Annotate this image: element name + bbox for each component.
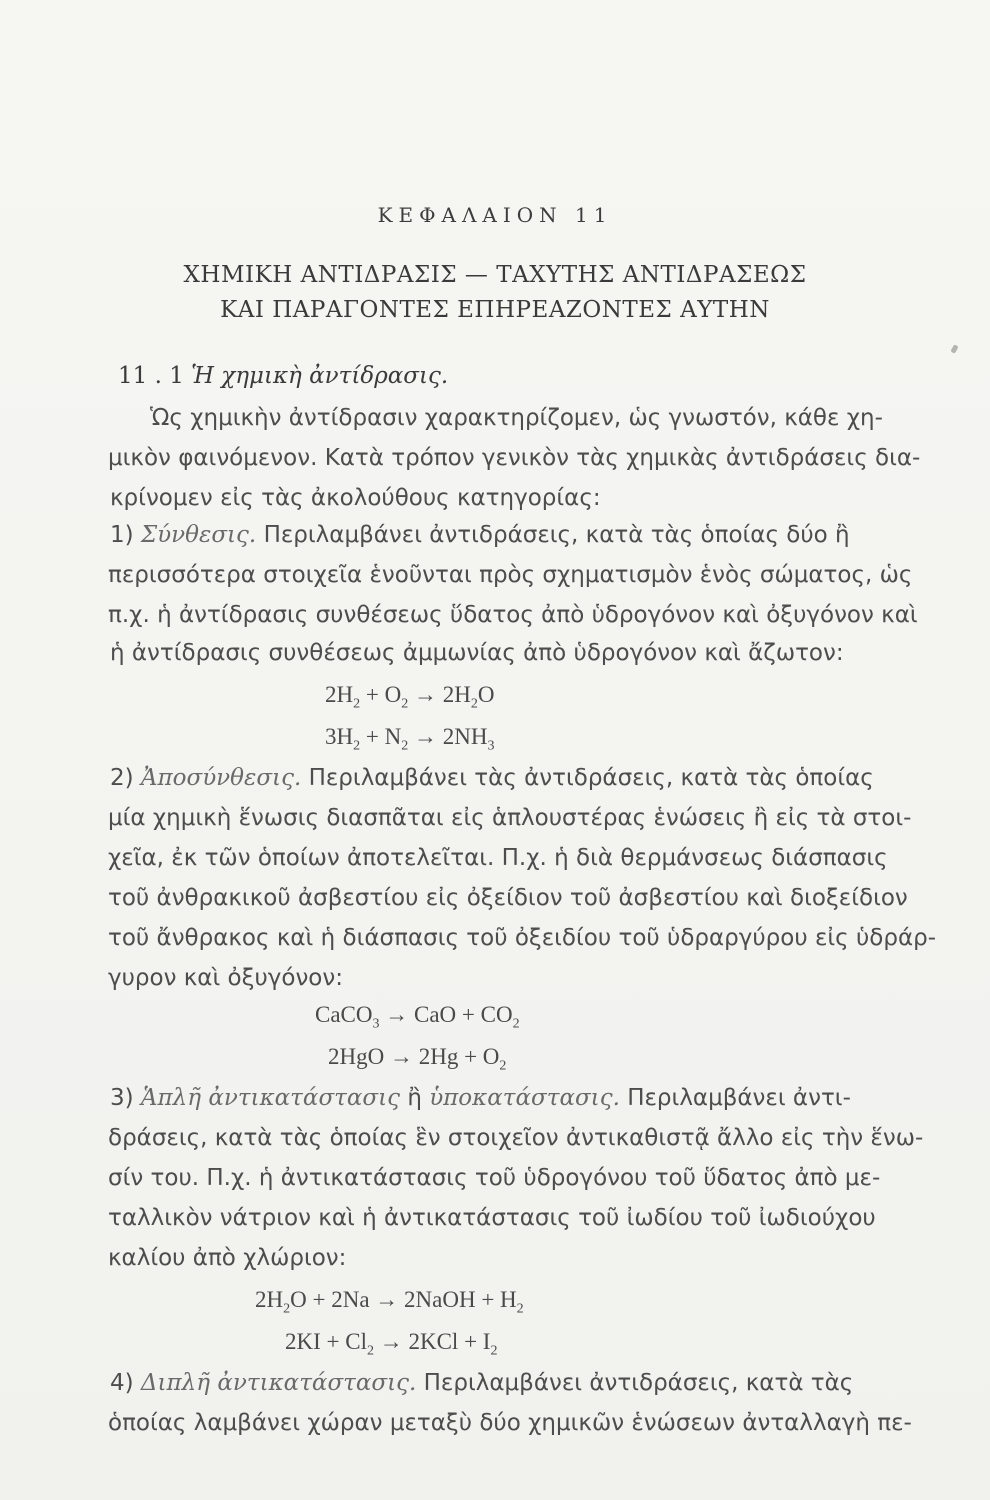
text-line: Ὡς χημικὴν ἀντίδρασιν χαρακτηρίζομεν, ὡς γνωστόν, κάθε χη- bbox=[150, 405, 883, 431]
text-run: ἢ bbox=[407, 1085, 422, 1111]
equation-sodium-water: $2H_2O + 2Na$ → 2NaOH + $H_2$ bbox=[255, 1287, 524, 1317]
item-number: 2) bbox=[110, 765, 134, 791]
text-line: καλίου ἀπὸ χλώριον: bbox=[108, 1245, 347, 1271]
paragraph-1-first-line bbox=[110, 522, 850, 548]
item-number: 1) bbox=[110, 522, 134, 548]
paragraph-2-first-line bbox=[110, 765, 874, 791]
section-number: 11 . 1 bbox=[118, 363, 184, 389]
text-line: σίν του. Π.χ. ἡ ἀντικατάστασις τοῦ ὑδρογόνου τοῦ ὕδατος ἀπὸ με- bbox=[108, 1165, 881, 1191]
text-line: ὁποίας λαμβάνει χώραν μεταξὺ δύο χημικῶν ἑνώσεων ἀνταλλαγὴ πε- bbox=[108, 1410, 912, 1436]
text-run: Περιλαμβάνει ἀντι- bbox=[627, 1085, 851, 1111]
text-line: δράσεις, κατὰ τὰς ὁποίας ἓν στοιχεῖον ἀντικαθιστᾷ ἄλλο εἰς τὴν ἕνω- bbox=[108, 1125, 924, 1151]
text-line: ἡ ἀντίδρασις συνθέσεως ἀμμωνίας ἀπὸ ὑδρογόνον καὶ ἄζωτον: bbox=[110, 640, 844, 666]
equation-water-synthesis: $2H_2 + O_2 \to 2H_2O$ bbox=[325, 682, 495, 712]
section-title: Ἡ χημικὴ ἀντίδρασις. bbox=[191, 363, 449, 389]
text-line: μία χημικὴ ἕνωσις διασπᾶται εἰς ἁπλουστέρας ἑνώσεις ἢ εἰς τὰ στοι- bbox=[108, 805, 912, 831]
chapter-title-line-1: ΧΗΜΙΚΗ ΑΝΤΙΔΡΑΣΙΣ — ΤΑΧΥΤΗΣ ΑΝΤΙΔΡΑΣΕΩΣ bbox=[183, 262, 807, 288]
term-decomposition: Ἀποσύνθεσις. bbox=[140, 765, 302, 791]
equation-potassium-iodide: $2KI + Cl_2 \to 2KCl + I_2$ bbox=[285, 1329, 498, 1359]
text-run: Περιλαμβάνει ἀντιδράσεις, κατὰ τὰς bbox=[423, 1370, 854, 1396]
text-run: Περιλαμβάνει τὰς ἀντιδράσεις, κατὰ τὰς ὁποίας bbox=[308, 765, 874, 791]
paragraph-4-first-line bbox=[110, 1370, 853, 1396]
text-line: ταλλικὸν νάτριον καὶ ἡ ἀντικατάστασις τοῦ ἰωδίου τοῦ ἰωδιούχου bbox=[108, 1205, 876, 1231]
equation-ammonia-synthesis: $3H_2 + N_2 \to 2NH_3$ bbox=[325, 724, 495, 754]
chapter-heading: ΚΕΦΑΛΑΙΟΝ 11 bbox=[377, 203, 613, 227]
text-line: περισσότερα στοιχεῖα ἑνοῦνται πρὸς σχηματισμὸν ἑνὸς σώματος, ὡς bbox=[108, 562, 913, 588]
text-run: Περιλαμβάνει ἀντιδράσεις, κατὰ τὰς ὁποίας δύο ἢ bbox=[263, 522, 850, 548]
text-line: μικὸν φαινόμενον. Κατὰ τρόπον γενικὸν τὰς χημικὰς ἀντιδράσεις δια- bbox=[108, 445, 921, 471]
term-synthesis: Σύνθεσις. bbox=[140, 522, 257, 548]
page-speck bbox=[950, 344, 958, 353]
equation-calcium-carbonate: CaCO$_3$ → CaO + $CO_2$ bbox=[315, 1002, 520, 1032]
term-single-replacement: Ἁπλῆ ἀντικατάστασις bbox=[140, 1085, 400, 1111]
chapter-title-line-2: ΚΑΙ ΠΑΡΑΓΟΝΤΕΣ ΕΠΗΡΕΑΖΟΝΤΕΣ ΑΥΤΗΝ bbox=[220, 297, 770, 323]
equation-mercury-oxide: $2HgO \to 2Hg + O_2$ bbox=[328, 1044, 507, 1074]
section-heading bbox=[118, 363, 448, 389]
text-line: χεῖα, ἐκ τῶν ὁποίων ἀποτελεῖται. Π.χ. ἡ διὰ θερμάνσεως διάσπασις bbox=[108, 845, 888, 871]
item-number: 3) bbox=[110, 1085, 134, 1111]
term-substitution: ὑποκατάστασις. bbox=[429, 1085, 620, 1111]
paragraph-3-first-line bbox=[110, 1085, 851, 1111]
text-line: π.χ. ἡ ἀντίδρασις συνθέσεως ὕδατος ἀπὸ ὑδρογόνον καὶ ὀξυγόνον καὶ bbox=[108, 602, 918, 628]
text-line: τοῦ ἀνθρακικοῦ ἀσβεστίου εἰς ὀξείδιον τοῦ ἀσβεστίου καὶ διοξείδιον bbox=[108, 885, 908, 911]
text-line: τοῦ ἄνθρακος καὶ ἡ διάσπασις τοῦ ὀξειδίου τοῦ ὑδραργύρου εἰς ὑδράρ- bbox=[108, 925, 937, 951]
item-number: 4) bbox=[110, 1370, 134, 1396]
text-line: κρίνομεν εἰς τὰς ἀκολούθους κατηγορίας: bbox=[110, 485, 601, 511]
text-line: γυρον καὶ ὀξυγόνον: bbox=[108, 965, 343, 991]
term-double-replacement: Διπλῆ ἀντικατάστασις. bbox=[140, 1370, 417, 1396]
